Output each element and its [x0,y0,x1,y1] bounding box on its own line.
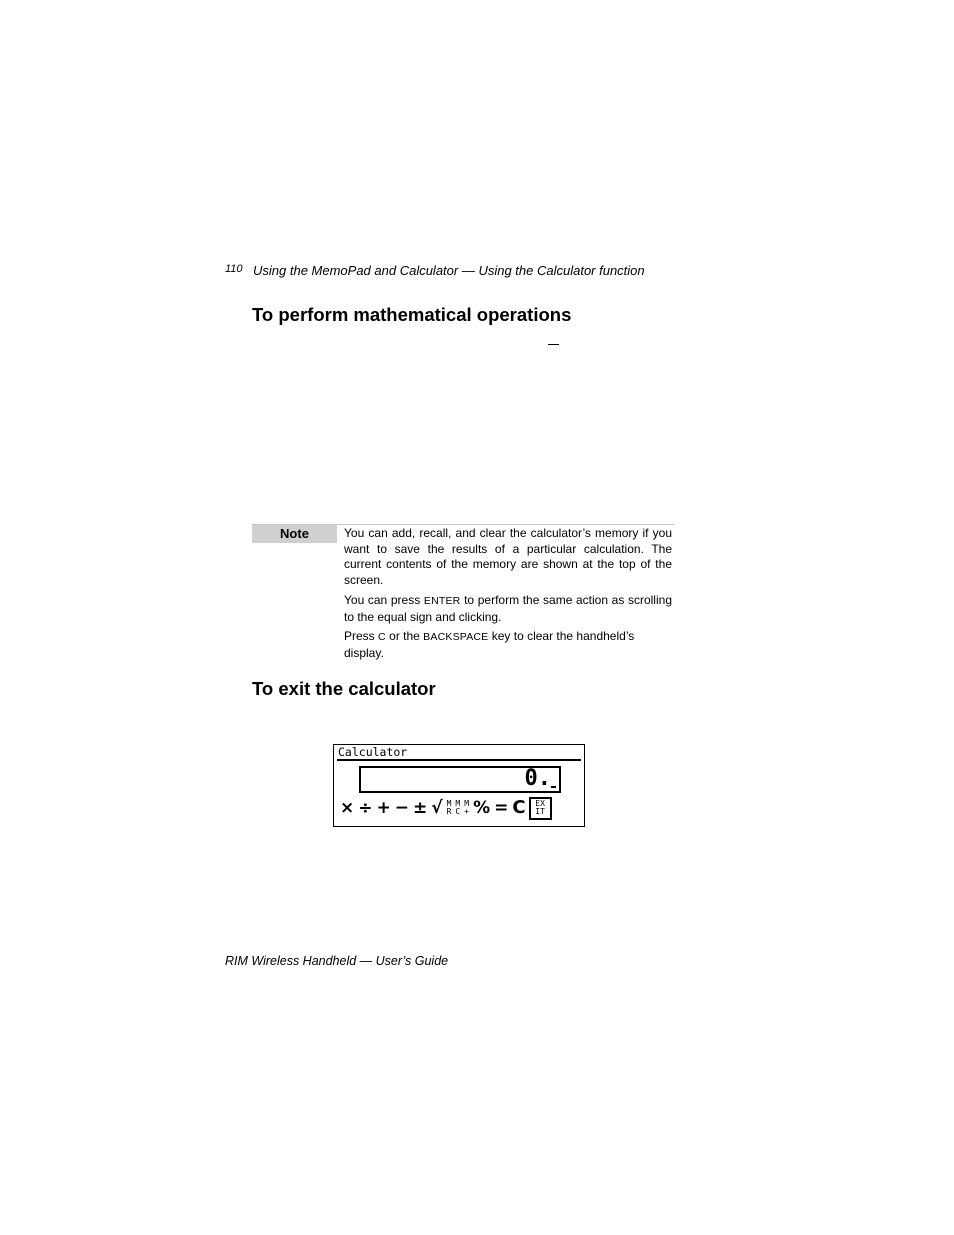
memory-add-button[interactable] [464,800,469,816]
divide-button[interactable]: ÷ [358,798,373,818]
calculator-title: Calculator [338,745,408,759]
memory-clear-button[interactable] [455,800,460,816]
calculator-display-value: 0. [524,766,551,791]
memory-recall-top: M [446,799,452,808]
memory-add-top: M [464,799,470,808]
calculator-screenshot [333,744,585,827]
note-text: key to clear the handheld’s display. [344,629,635,660]
square-root-button[interactable]: √ [431,798,443,818]
multiply-button[interactable]: × [340,798,355,818]
note-text: or the [385,629,424,644]
stray-dash-mark [548,344,559,345]
running-header: Using the MemoPad and Calculator — Using the Calculator function [253,263,645,278]
note-text: You can press [344,592,424,607]
note-paragraph-clear [344,629,672,661]
exit-button-top: EX [535,799,545,808]
note-label: Note [252,525,337,543]
memory-recall-button[interactable] [447,800,452,816]
note-paragraph-memory: You can add, recall, and clear the calculator’s memory if you want to save the results of a particular calculation. The current contents of the memory are shown at the top of the screen. [344,526,672,588]
plus-button[interactable]: + [376,798,391,818]
memory-add-bottom: + [464,807,470,816]
exit-button[interactable] [529,797,552,820]
exit-button-bottom: IT [535,807,545,816]
key-backspace: BACKSPACE [423,631,489,644]
page-number: 110 [225,263,243,275]
heading-perform-operations: To perform mathematical operations [252,304,572,325]
note-text: to perform the same action as scrolling to the equal sign and clicking. [344,592,672,624]
equals-button[interactable]: = [494,798,509,818]
key-c: C [378,631,386,644]
calculator-title-rule [337,759,581,761]
clear-button[interactable]: C [512,797,526,818]
calculator-display [359,766,561,793]
key-enter: ENTER [423,594,461,607]
memory-clear-bottom: C [455,807,461,816]
minus-button[interactable]: − [394,798,409,818]
heading-exit-calculator: To exit the calculator [252,678,436,699]
memory-clear-top: M [455,799,461,808]
note-text: Press [344,629,379,644]
note-paragraph-enter [344,593,672,625]
memory-recall-bottom: R [446,807,452,816]
footer-title: RIM Wireless Handheld — User’s Guide [225,954,449,968]
plus-minus-button[interactable]: ± [413,798,428,818]
percent-button[interactable]: % [473,798,491,818]
calculator-operator-row [340,797,552,819]
display-cursor [551,786,556,788]
note-body [344,526,672,666]
